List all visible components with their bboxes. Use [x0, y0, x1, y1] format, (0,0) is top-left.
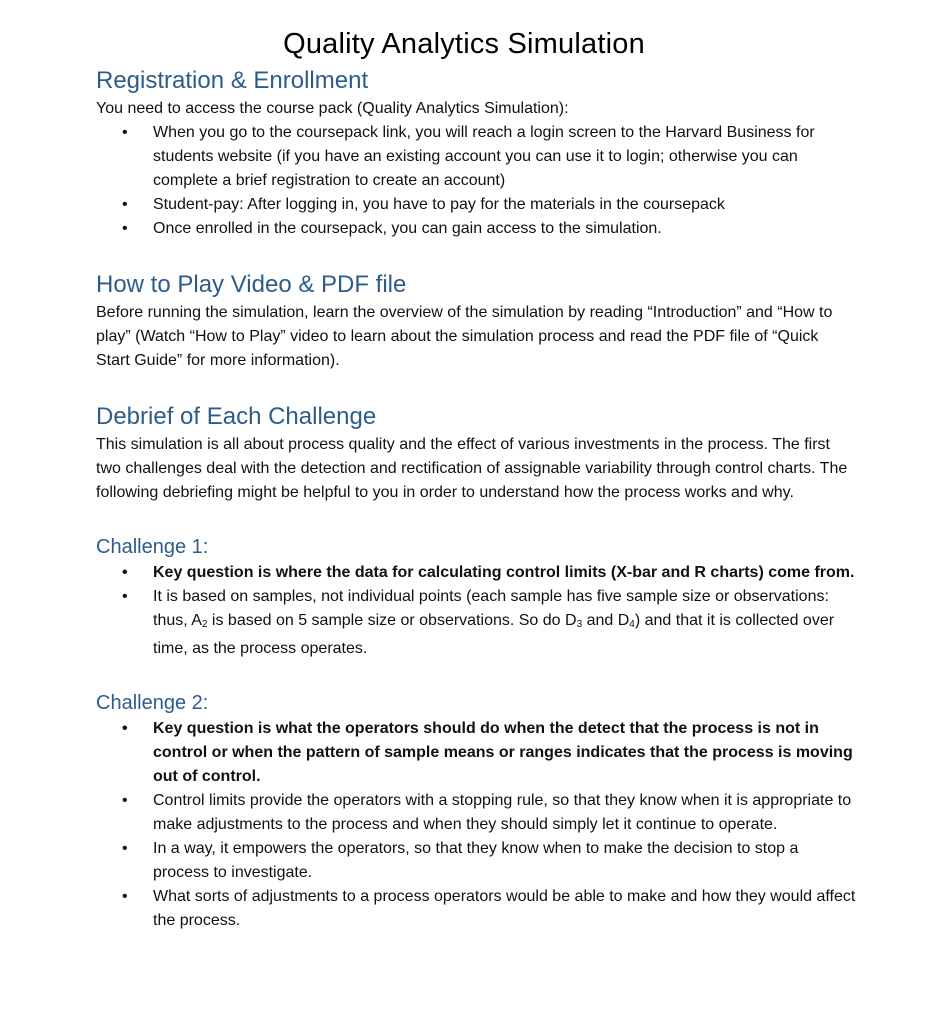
registration-intro: You need to access the course pack (Quality Analytics Simulation):: [96, 100, 569, 117]
list-item: • Student-pay: After logging in, you have to pay for the materials in the coursepack: [153, 193, 856, 217]
challenge2-bullet-list: [96, 717, 856, 933]
list-item: • In a way, it empowers the operators, so that they know when to make the decision to stop a process to investigate.: [153, 837, 856, 885]
challenge1-heading: Challenge 1:: [96, 536, 209, 558]
debrief-heading: Debrief of Each Challenge: [96, 403, 377, 430]
list-item: • Key question is what the operators should do when the detect that the process is not in control or when the pattern of sample means or ranges indicates that the process is moving out of control.: [153, 717, 856, 789]
bullet-icon: •: [122, 888, 128, 905]
bullet-icon: •: [122, 220, 128, 237]
bullet-icon: •: [122, 840, 128, 857]
bullet-icon: •: [122, 564, 128, 581]
bullet-icon: •: [122, 588, 128, 605]
challenge2-heading: Challenge 2:: [96, 692, 209, 714]
bullet-icon: •: [122, 792, 128, 809]
bullet-icon: •: [122, 196, 128, 213]
registration-heading: Registration & Enrollment: [96, 67, 369, 94]
bullet-icon: •: [122, 124, 128, 141]
list-item: • When you go to the coursepack link, you will reach a login screen to the Harvard Business for students website (if you have an existing account you can use it to login; otherwise you can complete a brief registration to create an account): [153, 121, 856, 193]
registration-bullet-list: [96, 121, 856, 241]
list-item: • It is based on samples, not individual points (each sample has five sample size or observations: thus, $A_2$ is based on 5 sample size or observations. So do $D_3$ and $D_4$) and that it is collected over time, as the process operates.: [153, 585, 856, 661]
debrief-paragraph: This simulation is all about process quality and the effect of various investments in the process. The first two challenges deal with the detection and rectification of assignable variability through control charts. The following debriefing might be helpful to you in order to understand how the process works and why.: [96, 436, 848, 501]
list-item: • Key question is where the data for calculating control limits (X-bar and R charts) come from.: [153, 561, 856, 585]
list-item: • Control limits provide the operators with a stopping rule, so that they know when it is appropriate to make adjustments to the process and when they should simply let it continue to operate.: [153, 789, 856, 837]
document-page: [96, 28, 856, 933]
page-title: Quality Analytics Simulation: [283, 28, 645, 60]
bullet-icon: •: [122, 720, 128, 737]
howto-paragraph: Before running the simulation, learn the overview of the simulation by reading “Introduction” and “How to play” (Watch “How to Play” video to learn about the simulation process and read the PDF file of “Quick Start Guide” for more information).: [96, 304, 833, 369]
howto-heading: How to Play Video & PDF file: [96, 271, 407, 298]
list-item: • What sorts of adjustments to a process operators would be able to make and how they would affect the process.: [153, 885, 856, 933]
list-item: • Once enrolled in the coursepack, you can gain access to the simulation.: [153, 217, 856, 241]
challenge1-bullet-list: [96, 561, 856, 661]
